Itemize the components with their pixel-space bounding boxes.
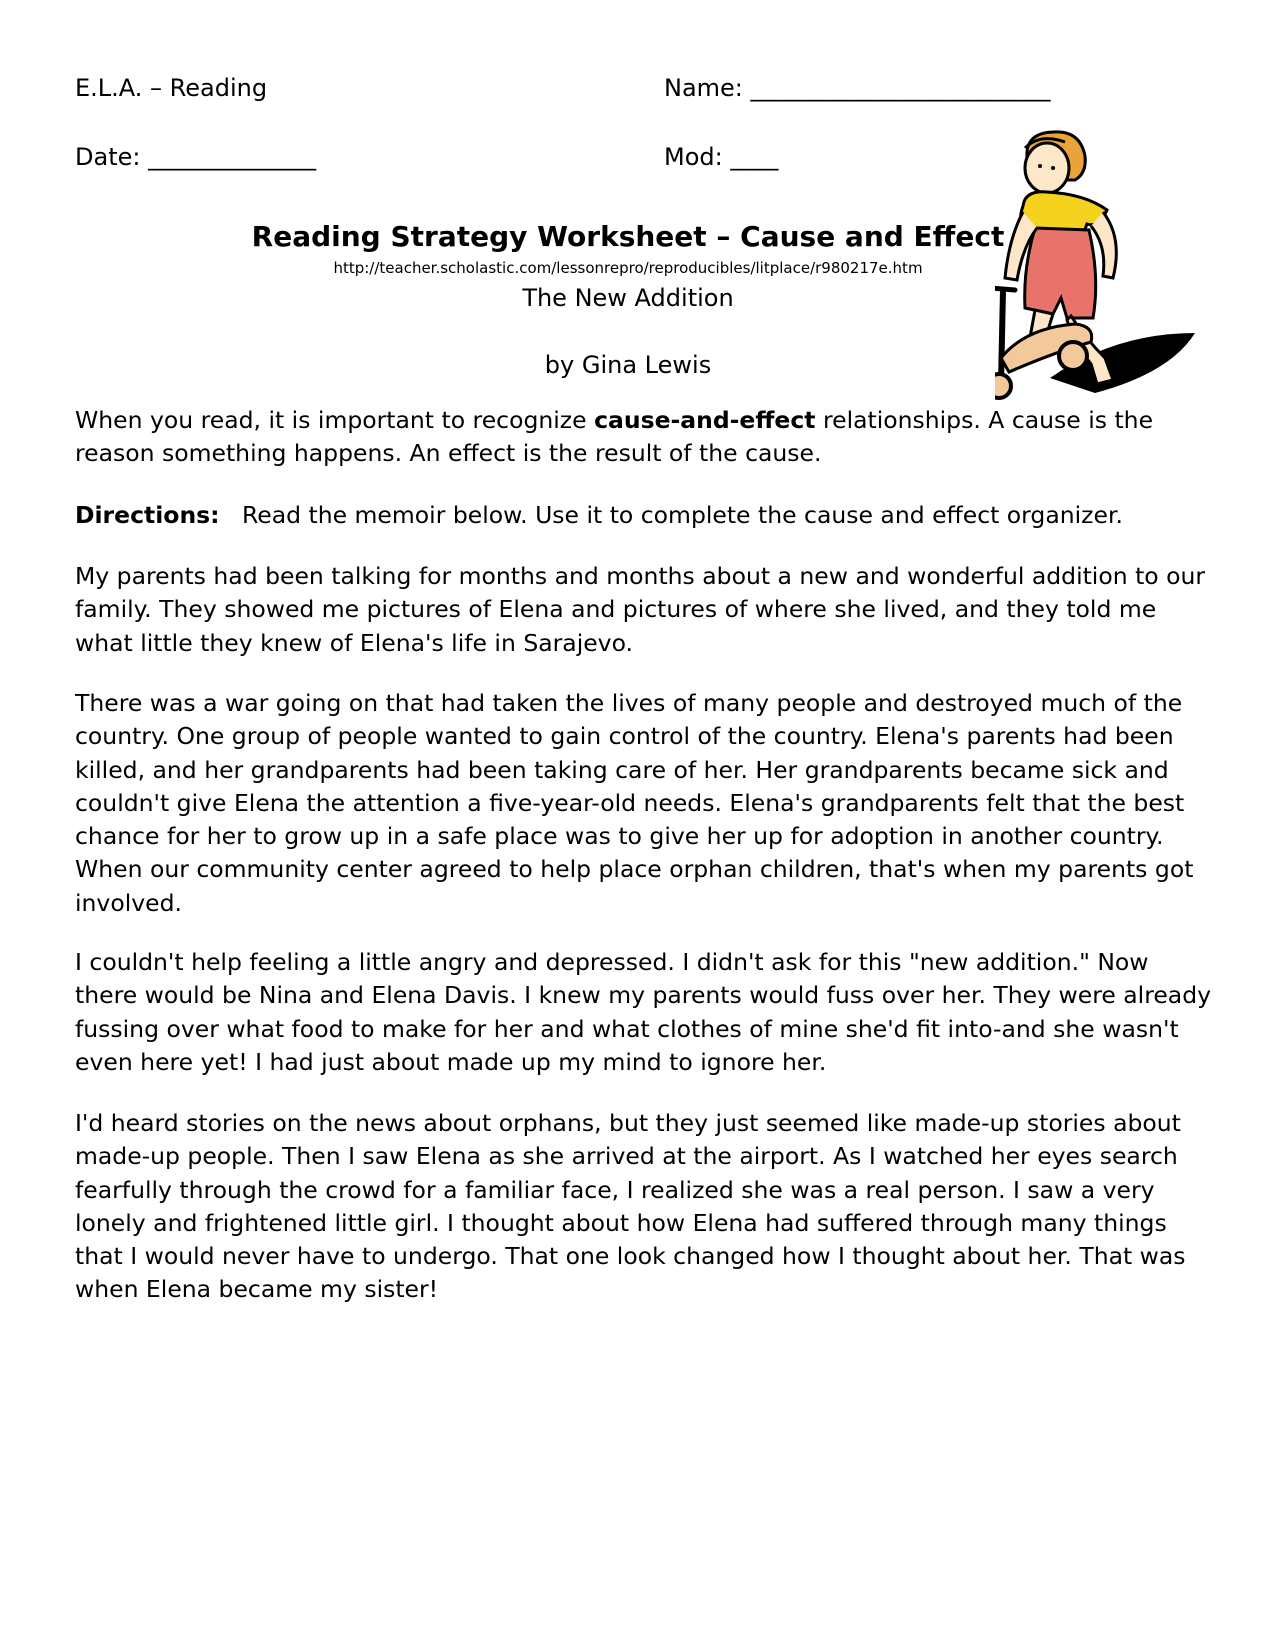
memoir-line: fussing over what food to make for her and what clothes of mine she'd fit into-and she wasn't: [75, 1014, 1179, 1043]
memoir-line: family. They showed me pictures of Elena and pictures of where she lived, and they told me: [75, 595, 1157, 624]
memoir-line: when Elena became my sister!: [75, 1275, 439, 1304]
memoir-line: country. One group of people wanted to gain control of the country. Elena's parents had been: [75, 722, 1174, 751]
directions-label: Directions:: [75, 501, 220, 529]
intro-text-before: When you read, it is important to recognize: [75, 406, 595, 434]
course-label: E.L.A. – Reading: [75, 74, 268, 102]
name-field[interactable]: [664, 74, 1051, 102]
memoir-line: lonely and frightened little girl. I thought about how Elena had suffered through many things: [75, 1208, 1167, 1237]
name-blank[interactable]: _________________________: [750, 74, 1051, 102]
memoir-line: even here yet! I had just about made up my mind to ignore her.: [75, 1047, 827, 1076]
memoir-line: involved.: [75, 888, 182, 917]
memoir-line: I couldn't help feeling a little angry and depressed. I didn't ask for this "new addition." Now: [75, 948, 1149, 976]
cause-and-effect-term: cause-and-effect: [594, 406, 816, 434]
worksheet-title: Reading Strategy Worksheet – Cause and Effect: [251, 220, 1005, 253]
memoir-paragraph-3: [75, 946, 1212, 1079]
memoir-line: killed, and her grandparents had been taking care of her. Her grandparents became sick and: [75, 755, 1169, 784]
intro-paragraph: [75, 404, 1205, 471]
source-url: http://teacher.scholastic.com/lessonrepro/reproducibles/litplace/r980217e.htm: [333, 259, 923, 277]
memoir-line: there would be Nina and Elena Davis. I knew my parents would fuss over her. They were already: [75, 981, 1212, 1010]
memoir-line: There was a war going on that had taken the lives of many people and destroyed much of the: [75, 689, 1183, 717]
name-label: Name:: [664, 74, 751, 102]
date-label: Date:: [75, 143, 149, 171]
memoir-paragraph-1: [75, 560, 1205, 660]
memoir-line: made-up people. Then I saw Elena as she arrived at the airport. As I watched her eyes search: [75, 1142, 1178, 1171]
child-on-scooter-illustration: [995, 128, 1205, 428]
directions-text: Read the memoir below. Use it to complete the cause and effect organizer.: [219, 501, 1123, 529]
date-blank[interactable]: ______________: [148, 143, 317, 171]
memoir-paragraph-4: [75, 1107, 1205, 1307]
intro-line-2: reason something happens. An effect is the result of the cause.: [75, 439, 822, 468]
mod-field[interactable]: [664, 143, 778, 171]
byline: by Gina Lewis: [544, 351, 712, 379]
memoir-line: what little they knew of Elena's life in Sarajevo.: [75, 628, 634, 657]
memoir-line: chance for her to grow up in a safe place was to give her up for adoption in another country.: [75, 822, 1164, 851]
memoir-line: I'd heard stories on the news about orphans, but they just seemed like made-up stories about: [75, 1109, 1181, 1137]
memoir-line: My parents had been talking for months and months about a new and wonderful addition to our: [75, 562, 1206, 590]
mod-label: Mod:: [664, 143, 731, 171]
directions: [75, 499, 1205, 532]
date-field[interactable]: [75, 143, 316, 171]
memoir-line: When our community center agreed to help place orphan children, that's when my parents got: [75, 855, 1194, 884]
mod-blank[interactable]: ____: [730, 143, 779, 171]
story-title: The New Addition: [522, 284, 734, 312]
memoir-line: couldn't give Elena the attention a five-year-old needs. Elena's grandparents felt that the best: [75, 788, 1185, 817]
memoir-line: fearfully through the crowd for a familiar face, I realized she was a real person. I saw a very: [75, 1175, 1155, 1204]
intro-line-1: [75, 404, 1205, 437]
memoir-paragraph-2: [75, 687, 1205, 920]
intro-text-after: relationships. A cause is the: [815, 406, 1154, 434]
memoir-line: that I would never have to undergo. That one look changed how I thought about her. That was: [75, 1242, 1186, 1271]
